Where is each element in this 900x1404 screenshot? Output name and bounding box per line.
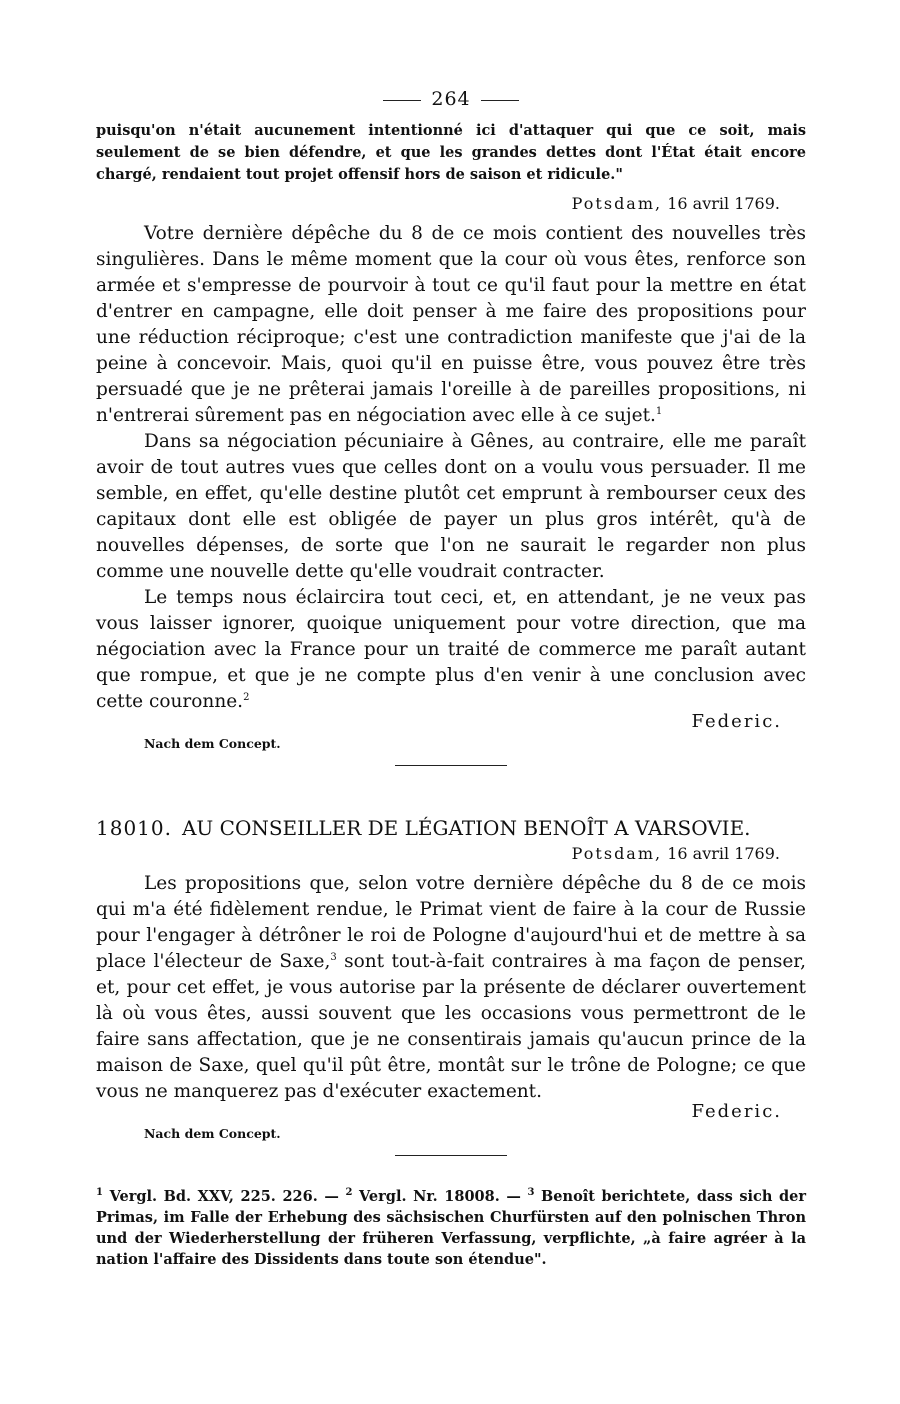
section-divider — [395, 765, 507, 766]
letter1-dateline — [96, 194, 780, 213]
page-number: 264 — [431, 88, 471, 110]
letter1-paragraph-3 — [96, 585, 806, 715]
footnote-1: Vergl. Bd. XXV, 225. 226. — — [102, 1188, 346, 1205]
letter2-signature: Federic. — [691, 1101, 782, 1122]
letter2-body — [96, 871, 806, 1105]
header-dash-left — [383, 100, 421, 101]
header-dash-right — [481, 100, 519, 101]
letter2-number: 18010. — [96, 816, 172, 840]
letter2-heading — [96, 816, 806, 840]
document-page — [96, 0, 806, 1270]
letter1-signature: Federic. — [691, 711, 782, 732]
letter1-paragraph-3-text: Le temps nous éclaircira tout ceci, et, en attendant, je ne veux pas vous laisser ignorer, quoique uniquement pour votre direction, que ma négociation avec la France pour un traité de commerce me paraît autant que rompue, et que je ne compte plus d'en venir à une conclusion avec cette couronne. — [96, 587, 806, 712]
letter2-date: 16 avril 1769. — [667, 844, 780, 863]
letter2-source: Nach dem Concept. — [144, 1126, 281, 1141]
letter2-paragraph-b: sont tout-à-fait contraires à ma façon de penser, et, pour cet effet, je vous autorise par la présente de déclarer ouvertement là où vous êtes, aussi souvent que les occasions vous permettront de le faire sans affectation, que je ne consentirais jamais qu'aucun prince de la maison de Saxe, quel qu'il pût être, montât sur le trône de Pologne; ce que vous ne manquerez pas d'exécuter exactement. — [96, 951, 806, 1102]
footnote-1-mark: 1 — [96, 1187, 103, 1199]
letter2-paragraph — [96, 871, 806, 1105]
footnotes — [96, 1186, 806, 1270]
letter1-paragraph-1 — [96, 221, 806, 429]
letter2-dateline — [96, 844, 780, 863]
footnote-ref-3: 3 — [330, 951, 337, 963]
footnote-3-mark: 3 — [527, 1187, 535, 1199]
page-header — [96, 88, 806, 110]
letter1-paragraph-2: Dans sa négociation pécuniaire à Gênes, au contraire, elle me paraît avoir de tout autres vues que celles dont on a voulu vous persuader. Il me semble, en effet, qu'elle destine plutôt cet emprunt à rembourser ceux des capitaux dont elle est obligée de payer un plus gros intérêt, qu'à de nouvelles dépenses, de sorte que l'on ne saurait le regarder non plus comme une nouvelle dette qu'elle voudrait contracter. — [96, 431, 806, 582]
footnote-ref-1: 1 — [655, 405, 663, 417]
letter1-source: Nach dem Concept. — [144, 736, 281, 751]
footnote-divider — [395, 1155, 507, 1156]
letter1-date: 16 avril 1769. — [667, 194, 780, 213]
footnote-ref-2: 2 — [243, 691, 250, 703]
footnote-3: Benoît berichtete, dass sich der Primas, im Falle der Erhebung des sächsischen Churfürsten auf den polnischen Thron und der Wiederherstellung der früheren Verfassung, verpflichte, „à faire agréer à la nation l'affaire des Dissidents dans toute son étendue". — [96, 1188, 807, 1268]
quote-continuation: puisqu'on n'était aucunement intentionné ici d'attaquer qui que ce soit, mais seulement de se bien défendre, et que les grandes dettes dont l'État était encore chargé, rendaient tout projet offensif hors de saison et ridicule." — [96, 122, 806, 183]
letter2-place: Potsdam, — [571, 844, 663, 863]
letter1-place: Potsdam, — [571, 194, 663, 213]
letter1-body — [96, 221, 806, 715]
letter2-title: AU CONSEILLER DE LÉGATION BENOÎT A VARSOVIE. — [181, 816, 751, 840]
footnote-2: Vergl. Nr. 18008. — — [352, 1188, 528, 1205]
letter2-paragraph-a: Les propositions que, selon votre dernière dépêche du 8 de ce mois qui m'a été fidèlement rendue, le Primat vient de faire à la cour de Russie pour l'engager à détrôner le roi de Pologne d'aujourd'hui et de mettre à sa place l'électeur de Saxe, — [96, 873, 806, 972]
footnote-2-mark: 2 — [345, 1187, 353, 1199]
letter1-paragraph-1-text: Votre dernière dépêche du 8 de ce mois contient des nouvelles très singulières. Dans le même moment que la cour où vous êtes, renforce son armée et s'empresse de pourvoir à tout ce qu'il faut pour la mettre en état d'entrer en campagne, elle doit penser à me faire des propositions pour une réduction réciproque; c'est une contradiction manifeste que j'ai de la peine à concevoir. Mais, quoi qu'il en puisse être, vous pouvez être très persuadé que je ne prêterai jamais l'oreille à de pareilles propositions, ni n'entrerai sûrement pas en négociation avec elle à ce sujet. — [96, 223, 806, 426]
